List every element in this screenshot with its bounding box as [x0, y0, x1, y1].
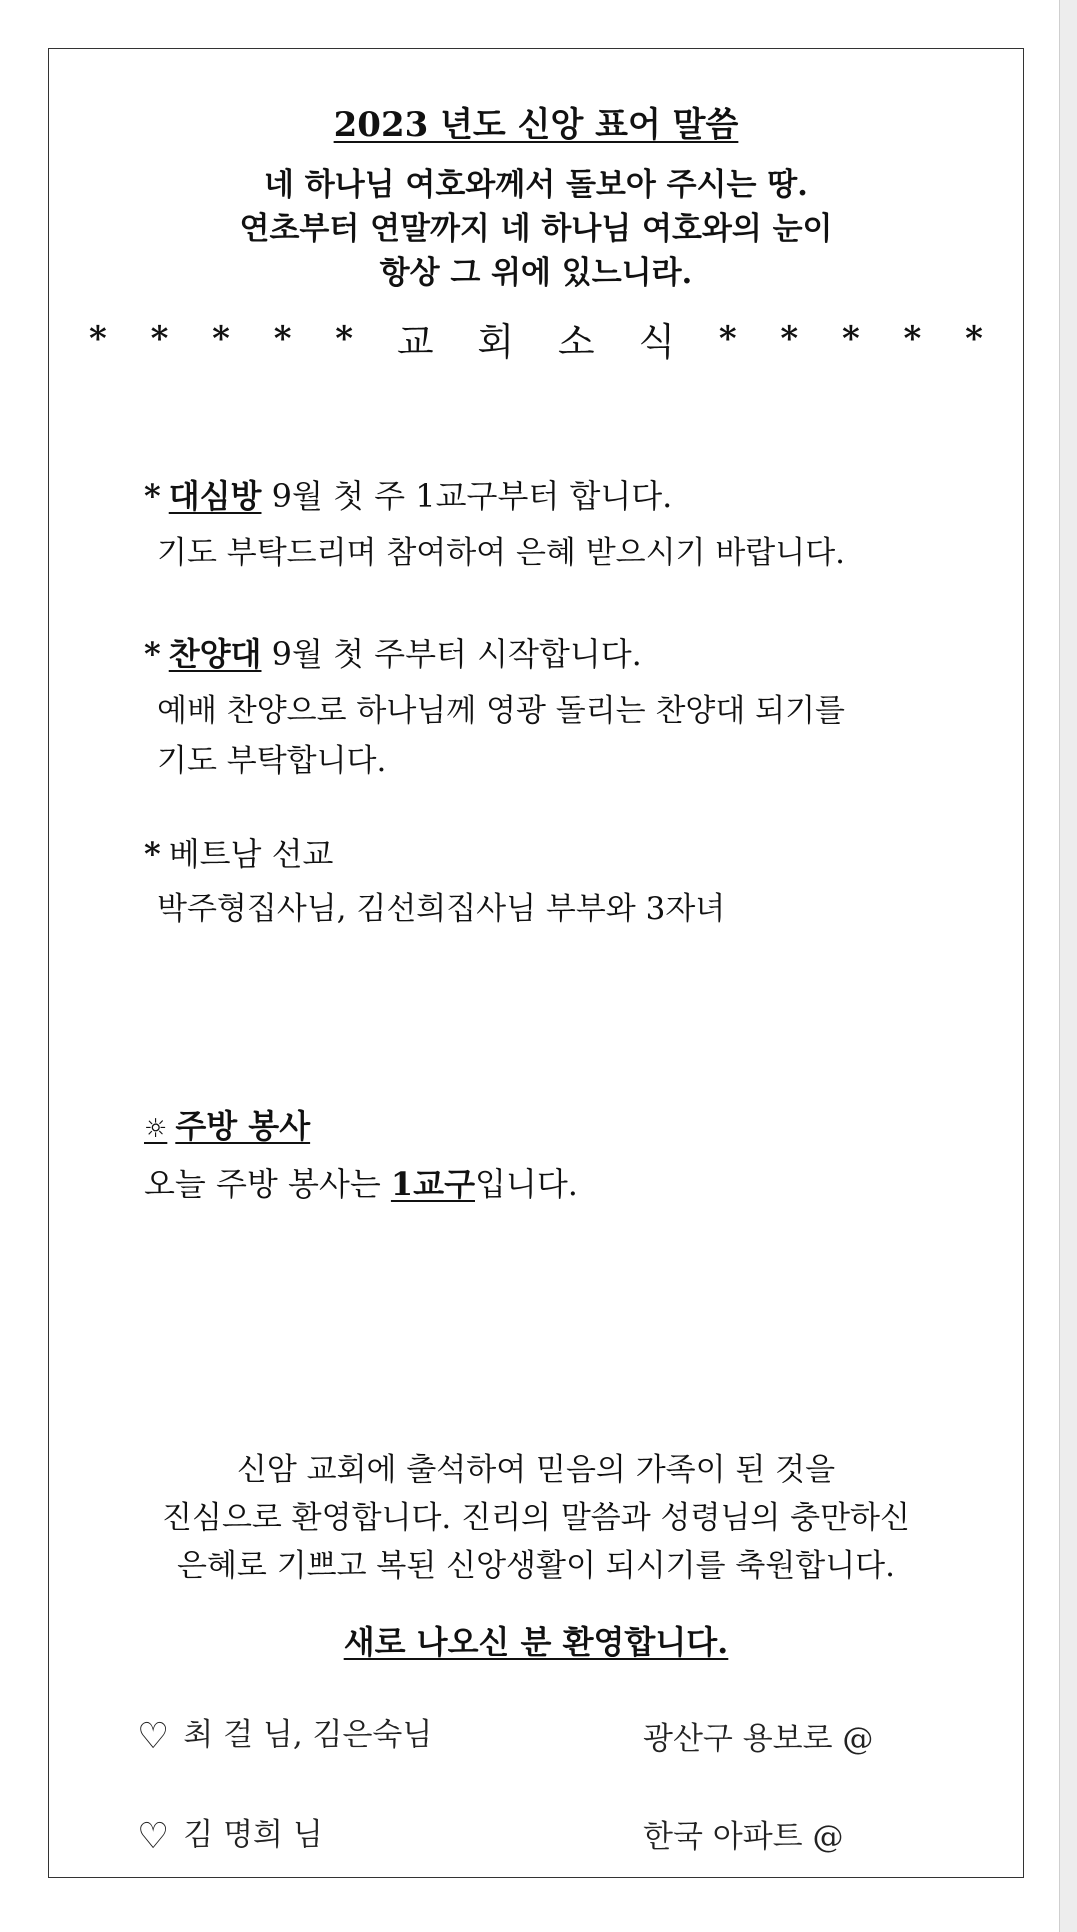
sun-icon: ☼ [144, 1114, 168, 1144]
kitchen-service-body: 오늘 주방 봉사는 1교구입니다. [144, 1165, 578, 1203]
welcome-message-line: 은혜로 기쁘고 복된 신앙생활이 되시기를 축원합니다. [177, 1548, 895, 1584]
news-header-char: 식 [638, 320, 676, 364]
asterisk-mark: * [212, 318, 230, 359]
asterisk-mark: * [780, 318, 799, 359]
newcomer-address: 광산구 용보로 @ [643, 1721, 874, 1757]
page-edge-strip [1059, 0, 1077, 1932]
kitchen-service-title: 주방 봉사 [175, 1107, 311, 1145]
news-item-body: 박주형집사님, 김선희집사님 부부와 3자녀 [157, 891, 726, 927]
news-item-body: 기도 부탁합니다. [157, 743, 387, 779]
news-item-heading [144, 829, 333, 875]
welcome-message-line: 신암 교회에 출석하여 믿음의 가족이 된 것을 [236, 1452, 836, 1488]
news-item-heading [144, 471, 672, 517]
motto-title: 2023 년도 신앙 표어 말씀 [333, 105, 739, 145]
bulletin-frame [48, 48, 1024, 1878]
asterisk-mark: * [150, 318, 169, 359]
news-item-body: 예배 찬양으로 하나님께 영광 돌리는 찬양대 되기를 [157, 693, 845, 729]
newcomer-address: 한국 아파트 @ [643, 1819, 844, 1855]
motto-verse-line: 연초부터 연말까지 네 하나님 여호와의 눈이 [239, 211, 833, 247]
newcomer-name: ♡ 김 명희 님 [137, 1816, 323, 1857]
news-item-body: 기도 부탁드리며 참여하여 은혜 받으시기 바랍니다. [157, 535, 845, 571]
bullet-mark: * [144, 477, 161, 515]
motto-verse-line: 항상 그 위에 있느니라. [379, 255, 693, 291]
news-item-heading [144, 629, 642, 675]
news-header-char: 회 [477, 320, 515, 364]
bullet-mark: * [144, 635, 161, 673]
kitchen-service-district: 1교구 [390, 1165, 475, 1203]
heart-icon: ♡ [137, 1716, 170, 1757]
news-item-keyword: 베트남 선교 [168, 835, 334, 873]
news-item-heading-text: 9월 첫 주 1교구부터 합니다. [261, 477, 673, 515]
news-item-keyword: 찬양대 [168, 635, 262, 673]
asterisk-mark: * [718, 318, 737, 359]
kitchen-service-heading [144, 1101, 310, 1147]
heart-icon: ♡ [137, 1816, 170, 1857]
newcomer-welcome-title: 새로 나오신 분 환영합니다. [343, 1623, 729, 1661]
news-header-char: 소 [557, 320, 595, 364]
asterisk-mark: * [965, 318, 983, 359]
asterisk-mark: * [273, 318, 292, 359]
motto-verse-line: 네 하나님 여호와께서 돌보아 주시는 땅. [264, 167, 808, 203]
news-header-char: 교 [396, 320, 434, 364]
asterisk-mark: * [841, 318, 860, 359]
news-item-heading-text: 9월 첫 주부터 시작합니다. [261, 635, 642, 673]
asterisk-mark: * [335, 318, 354, 359]
news-item-keyword: 대심방 [168, 477, 262, 515]
asterisk-mark: * [89, 318, 107, 359]
church-news-header [89, 311, 983, 366]
welcome-message-line: 진심으로 환영합니다. 진리의 말씀과 성령님의 충만하신 [162, 1500, 910, 1536]
newcomer-name: ♡ 최 걸 님, 김은숙님 [137, 1716, 433, 1757]
asterisk-mark: * [903, 318, 922, 359]
bullet-mark: * [144, 835, 161, 873]
